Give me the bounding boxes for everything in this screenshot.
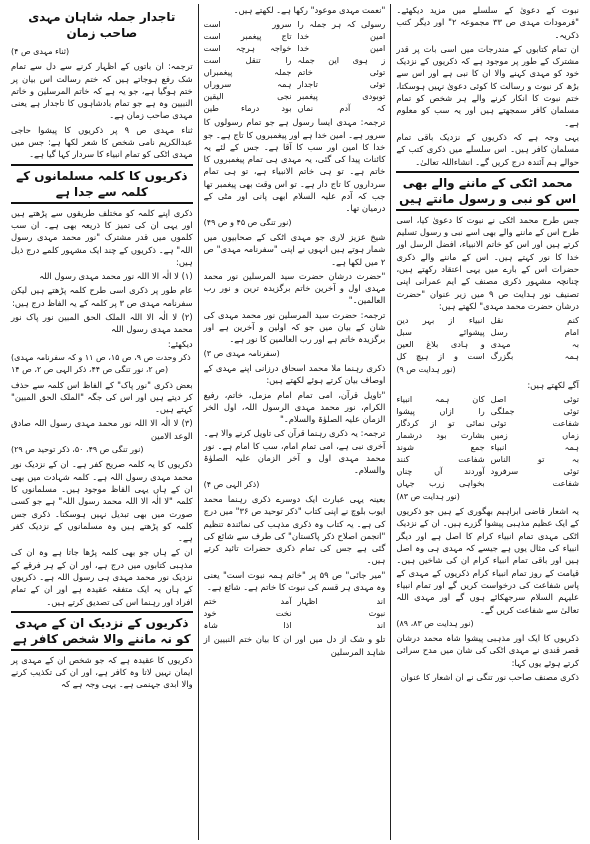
paragraph: ذکریوں کا یہ کلمہ صریح کفر ہے۔ ان کے نزدیک نور محمد مہدی رسول اللہ ہے۔ کلمہ شہادت میں بھی ان کے ہاں یہی الفاظ موجود ہیں۔ مسلمانوں کا کلمہ "لا الٰہ الا اللہ محمد رسول اللہ" ہے جو کسی صورت میں بھی تبدیل نہیں ہوسکتا۔ ذکری جس کلمہ کو پڑھتے ہیں وہ مسلمانوں کے نزدیک کفر ہے۔ xyxy=(10,459,193,544)
column-middle xyxy=(199,4,392,840)
paragraph: ذکری مصنف صاحب نور تنگی نے ان اشعار کا عنوان xyxy=(400,671,579,682)
verse-line: نبوت xyxy=(368,608,386,619)
verse-line: را ازاں پیشوا xyxy=(396,405,485,416)
reference: (ذکر الہی ص ۴) xyxy=(203,479,260,489)
verse-line: و ہادی بلاغ العین xyxy=(396,339,485,350)
verse-line: است و از ہیچ کل xyxy=(396,351,485,362)
verse-line: کہ آدم نماں xyxy=(297,103,386,114)
paragraph: یہی وجہ ہے کہ ذکریوں کے نزدیک باقی تمام مسلمان کافر ہیں۔ اس سلسلے میں ذکری کتب کے حوالے ہم آئندہ درج کریں گے۔ انشاءاللہ تعالیٰ۔ xyxy=(396,131,579,167)
verse-line: امین خدا xyxy=(297,43,386,54)
verse-block xyxy=(204,595,386,631)
verse-line: آوردند آں چناں xyxy=(396,465,485,476)
kalima-line: (۲) لا الٰہ الا اللہ الملک الحق المبین نور پاک نور محمد مہدی رسول اللہ xyxy=(10,312,193,335)
verse-line: زماں زمیں xyxy=(490,429,579,440)
paragraph: "حضرت درشان حضرت سید المرسلین نور محمد مہدی اول و آخرین خاتم برگزیدہ ترین و نور رب العالمین۔" xyxy=(203,270,386,306)
verse-line: اذا شاہ xyxy=(203,620,292,631)
paragraph: بعینہ یہی عبارت ایک دوسرے ذکری رہنما محمد ایوب بلوچ نے اپنی کتاب "ذکر توحید ص ۳۶" میں درج کی ہے۔ یہ کتاب وہ ذکری مذہب کی نمائندہ تنظیم "انجمن اصلاح ذکر پاکستان" کی طرف سے شائع کی گئی ہے جس کی تمام ذکری حضرات تائید کرتے ہیں۔ xyxy=(203,493,386,566)
verse-line: تاج پیغمبر است xyxy=(203,31,292,42)
paragraph: ذکریوں کا عقیدہ ہے کہ جو شخص ان کے مہدی پر ایمان نہیں لاتا وہ کافر ہے، اور ان کی تکذیب کرنے والا ابدی جہنمی ہے۔ یہی وجہ ہے کہ xyxy=(10,654,193,690)
paragraph: آگے لکھتے ہیں: xyxy=(527,379,579,390)
paragraph: نبوت کے دعویٰ کے سلسلے میں مزید دیکھئے۔ "فرمودات مہدی ص ۳۳ مجموعہ ۲" اور دیگر کتب ذکریہ۔ xyxy=(396,5,579,40)
paragraph: ترجمہ: حضرت سید المرسلین نور محمد مہدی کی شان کے بیان میں جو کہ اولین و آخرین ہے اور برگزیدہ خاتم ہے اور رب العالمین کا نور ہے۔ xyxy=(203,309,386,345)
verse-line: اند xyxy=(376,620,386,631)
verse-line: نخت خود xyxy=(203,608,292,619)
verse-line: ہمہ انبیاء xyxy=(490,441,579,452)
verse-line: ہمہ بگزرگ xyxy=(490,351,579,362)
verse-line: کان ہمہ انبیاء xyxy=(396,393,485,404)
verse-line: بشارت بود درشمار xyxy=(396,429,485,440)
verse-line: ز ہوی این جملہ xyxy=(297,55,386,66)
verse-line: شفاعت کنند xyxy=(396,453,485,464)
paragraph: دیکھئے: xyxy=(167,338,193,349)
paragraph: ان تمام کتابوں کے مندرجات میں اسی بات پر قدر مشترک کے طور پر موجود ہے کہ ذکریوں کے نزدیک خود کو مہدی کہنے والا ان کا نبی ہے اور اس سے بڑھ کر نبوت و رسالت کا کوئی دعویٰ نہیں ہوسکتا، ختم نبوت کا انکار کرنے والے ہر شخص کو تمام مسلمان کافر سمجھتے ہیں اور یہ سب کو معلوم ہے۔ xyxy=(396,43,579,128)
verse-block xyxy=(396,393,579,489)
paragraph: ترجمہ: ان باتوں کے اظہار کرنے سے دل سے تمام شک رفع ہوجاتے ہیں کہ ختم رسالت اس بیان پر ختم ہوگیا ہے، جو یہ ہے کہ خاتم المرسلین و خاتم النبیین وہ ہے جو تمام بادشاہوں کا تاجدار ہے یعنی مہدی صاحب زمان ہے۔ xyxy=(10,61,193,121)
verse-line: نجی الیقین xyxy=(203,91,292,102)
reference: (نور تنگی ص ۴۹، ۵۰، ذکر توحید ص ۲۹) xyxy=(10,445,144,455)
verse-line: رسولی کہ ہر جملہ را xyxy=(297,19,386,30)
reference: (نور ہدایت ص ۸۳) xyxy=(396,491,460,501)
paragraph: ذکری اپنے کلمہ کو مختلف طریقوں سے پڑھتے ہیں اور یہی ان کی تمیز کا ذریعہ بھی ہے۔ ان سب کلموں میں قدر مشترک "نور محمد مہدی رسول اللہ" ہے۔ ذکریوں کے چند ایک مشہور کلمے درج ذیل ہیں: xyxy=(10,207,193,267)
column-right xyxy=(391,4,584,840)
verse-line: خواجہ ہرچہ است xyxy=(203,43,292,54)
reference: (ذکر وحدت ص ۹، ص ۱۵، ص ۱۱ و کہ سفرنامہ مہدی ص ۲، نور تنگی ص ۴۴، ذکر الہی ص ۲، ص ۱۴) xyxy=(10,352,191,375)
verse-line: سرور است xyxy=(203,19,292,30)
verse-line: امام رسل xyxy=(490,327,579,338)
paragraph: "میر جائی" ص ۵۹ پر "خاتم ہمہ نبوت است" یعنی وہ مہدی ہر قسم کی نبوت کا خاتم ہے۔ شائع ہے۔ xyxy=(203,569,386,592)
section-heading: ذکریوں کا کلمہ مسلمانوں کے کلمہ سے جدا ہے xyxy=(11,164,193,204)
verse-line: توئی سرفرود xyxy=(490,465,579,476)
paragraph: ثناء مہدی ص ۹ پر ذکریوں کا پیشوا حاجی عبدالکریم نامی شخص کا شعر لکھا ہے: جس میں مہدی اٹکی کو تمام انبیاء کا سردار کہا گیا ہے۔ xyxy=(10,124,193,160)
reference: (سفرنامہ مہدی ص ۳) xyxy=(203,348,280,358)
verse-line: را تنقل است xyxy=(203,55,292,66)
reference: (نور تنگی ص ۴۵ و ص ۴۹) xyxy=(203,217,292,227)
verse-line: کنم نقل xyxy=(490,315,579,326)
reference: (نور ہدایت ص ۸۳، ۸۹) xyxy=(396,618,474,628)
verse-line: بخواہی زرب جہاں xyxy=(396,477,485,488)
verse-line: آمد ختم xyxy=(203,596,292,607)
verse-line: شفاعت توئی xyxy=(490,417,579,428)
column-left xyxy=(6,4,199,840)
kalima-line: (۳) لا الٰہ الا اللہ نور محمد مہدی رسول اللہ صادق الوعد الامین xyxy=(10,418,193,441)
paragraph: جس طرح محمد اٹکی نے نبوت کا دعویٰ کیا، اسی طرح اس کے ماننے والے بھی اسے نبی و رسول تسلیم کرتے ہیں اور اس کو خاتم الانبیاء، افضل الرسل اور خدا کا نور کہتے ہیں۔ اس کے ماننے والے ذکری حضرات اس کے بارے میں یہی اعتقاد رکھتے ہیں، چنانچہ مشہور ذکری مصنف کے ایم عمرانی اپنی تصنیف نور ہدایت ص ۹ میں زیر عنوان "حضرت درشان حضرت محمد مہدی" لکھتے ہیں: xyxy=(396,214,579,311)
verse-line: شفاعت xyxy=(552,477,579,488)
paragraph: بعض ذکری "نور پاک" کے الفاظ اس کلمہ سے حذف کر دیتے ہیں اور اس کی جگہ "الملک الحق المبین" کہتے ہیں۔ xyxy=(10,379,193,415)
verse-line: نمائی تو از کردگار xyxy=(396,417,485,428)
paragraph: شیخ عزیز لاری جو مہدی اٹکی کے صحابیوں میں شمار ہوتے ہیں انہوں نے اپنی "سفرنامہ مہدی" ص ۲ میں لکھا ہے۔ xyxy=(203,231,386,267)
verse-line: انبیاء از بہر دین xyxy=(396,315,485,326)
verse-line: اند اظہار xyxy=(297,596,386,607)
paragraph: عام طور پر ذکری اسی طرح کلمہ پڑھتے ہیں لیکن سفرنامہ مہدی ص ۳ پر کلمہ کے یہ الفاظ درج ہیں: xyxy=(10,285,193,308)
verse-line: بود درماء طین xyxy=(203,103,292,114)
verse-line: پیشوائے سبل xyxy=(396,327,485,338)
paragraph: ان کے ہاں جو بھی کلمہ پڑھا جاتا ہے وہ ان کی مذہبی کتابوں میں درج ہے، اور ان کے ہر فرقے کے نزدیک نور محمد مہدی ہی رسول اللہ ہے۔ ذکریوں کے ہاں یہ ایک متفقہ عقیدہ ہے اور ان کے تمام افراد اور رہنما اس کی تصدیق کرتے ہیں۔ xyxy=(10,547,193,607)
kalima-line: (۱) لا الٰہ الا اللہ نور محمد مہدی رسول اللہ xyxy=(39,271,193,282)
verse-line: جملہ پیغمبراں xyxy=(203,67,292,78)
verse-line: توئی تاجدار xyxy=(297,79,386,90)
paragraph: ترجمہ: مہدی ایسا رسول ہے جو تمام رسولوں کا سرور ہے۔ امین خدا ہے اور پیغمبروں کا تاج ہے۔ جو خدا کا امین اور سب کا آقا ہے۔ جس کے لئے یہ کائنات پیدا کی گئی، یہ مہدی ہی تمام پیغمبروں کا خاتم ہے۔ تو ہی خاتم الانبیاء ہے، تو ہی تمام سرداروں کا تاج دار ہے۔ تو اس وقت بھی پیغمبر تھا جب کہ آدم علیہ السلام ابھی پانی اور مٹی کے درمیان تھا۔ xyxy=(203,117,386,214)
verse-block xyxy=(396,314,579,362)
verse-block xyxy=(204,18,386,114)
paragraph: "نعمت مہدی موعود" رکھا ہے۔ لکھتے ہیں۔ xyxy=(233,5,386,15)
verse-line: توئی خاتم xyxy=(297,67,386,78)
verse-line: توئی اصل xyxy=(490,393,579,404)
paragraph: "تاویل قرآن، امی تمام امام مزمل، خاتم، رفیع الکرام، نور محمد مہدی الرسول اللہ، اول الخر الزمان علیہ الصلوٰۃ والسلام۔" xyxy=(203,389,386,425)
verse-line: امین خدا xyxy=(297,31,386,42)
paragraph: تلو و شک از دل میں اور ان کا بیان ختم النبیین از شاہد المرسلین xyxy=(203,634,386,657)
verse-line: توبودی پیغمبر xyxy=(297,91,386,102)
section-heading: محمد اٹکی کے ماننے والے بھی اس کو نبی و رسول مانتے ہیں xyxy=(396,171,579,211)
verse-line: جمع شوند xyxy=(396,441,485,452)
section-heading: ذکریوں کے نزدیک ان کے مہدی کو نہ ماننے والا شخص کافر ہے xyxy=(11,611,193,651)
reference: (نور ہدایت ص ۹) xyxy=(396,365,456,375)
verse-line: توئی جملگی xyxy=(490,405,579,416)
verse-line: بہ مہدی xyxy=(490,339,579,350)
verse-line: بہ تو الناس xyxy=(490,453,579,464)
paragraph: ذکری رہنما ملا محمد اسحاق درزانی اپنے مہدی کے اوصاف بیان کرتے ہوئے لکھتے ہیں: xyxy=(203,362,386,386)
paragraph: یہ اشعار قاضی ابراہیم بھگوری کے ہیں جو ذکریوں کے ایک عظیم مذہبی پیشوا گزرے ہیں۔ ان کے نزدیک اٹکی مہدی تمام انبیاء کرام کا اصل ہے اور دیگر انبیاء کی مثال یوں ہے جیسے کہ مہدی ہی وہ اصل ہیں اور باقی تمام انبیاء کرام ان کی شاخیں ہیں۔ قیامت کے روز تمام انبیاء کرام ذکریوں کے مہدی کے پاس شفاعت کی درخواست کریں گے اور تمام انبیاء علیہم السلام سرجھکائے ہوں گے اور مہدی اللہ تعالیٰ سے شفاعت کریں گے۔ xyxy=(396,506,579,615)
reference: (ثناء مہدی ص ۴) xyxy=(10,47,70,56)
paragraph: ترجمہ: یہ ذکری رہنما قرآن کی تاویل کرنے والا ہے۔ آخری نبی ہے، امی تمام امام، سب کا امام ہے۔ نور محمد مہدی اول و آخر الزمان علیہ الصلوٰۃ والسلام۔ xyxy=(203,428,386,476)
verse-title: تاجدار جملہ شاہان مہدی صاحب زمان xyxy=(28,10,176,40)
paragraph: ذکریوں کا ایک اور مذہبی پیشوا شاہ محمد درشان قصر قندی نے مہدی اٹکی کی شان میں مدح سرائی کرتے ہوئے یوں کہا: xyxy=(396,633,579,668)
verse-line: ہمہ سروراں xyxy=(203,79,292,90)
